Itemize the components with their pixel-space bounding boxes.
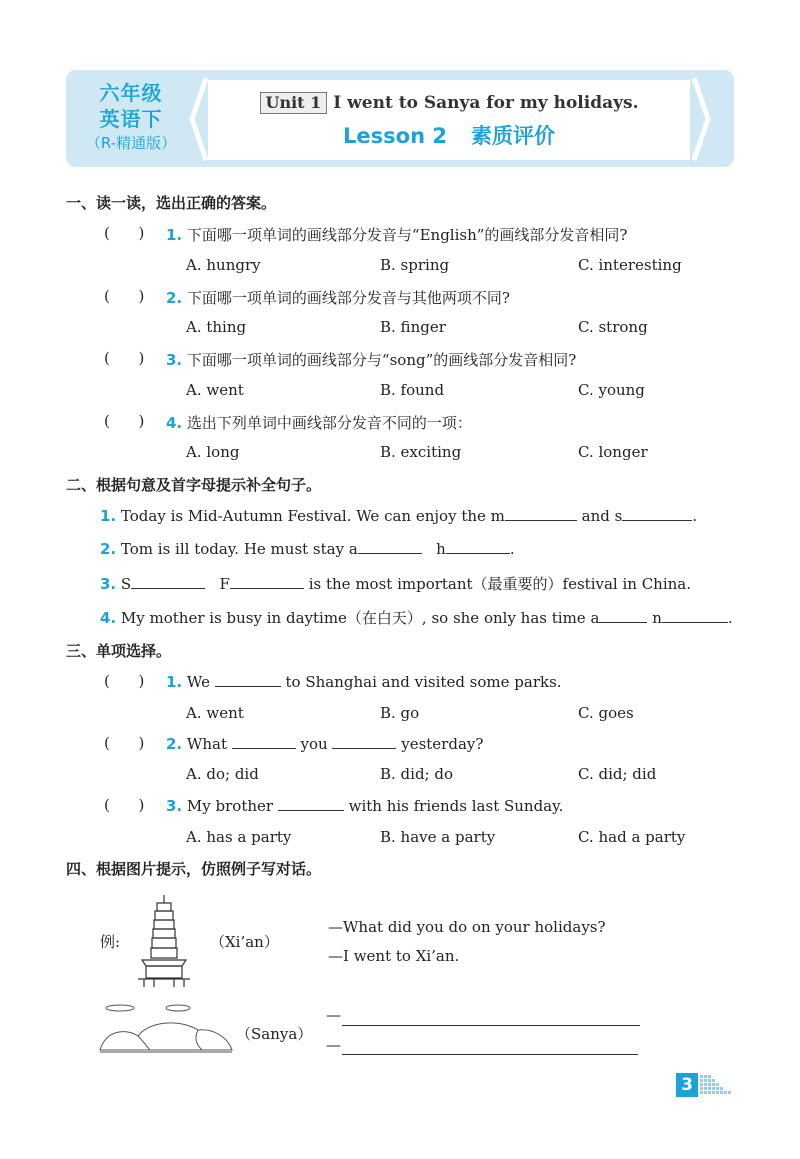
s1-q2-option-a[interactable]: A. thing: [186, 318, 247, 336]
answer-blank[interactable]: [446, 539, 510, 554]
s1-q2-option-c[interactable]: C. strong: [578, 318, 648, 336]
unit-title: [208, 92, 690, 114]
rocks-icon: [98, 1000, 234, 1056]
q-number: 3.: [166, 797, 183, 815]
q-text: What: [186, 735, 232, 753]
answer-blank[interactable]: [278, 796, 344, 811]
s1-q2-option-b[interactable]: B. finger: [380, 318, 446, 336]
example-answer: —I went to Xi’an.: [328, 947, 460, 965]
q-number: 3.: [166, 351, 183, 369]
answer-blank[interactable]: [505, 506, 577, 521]
grade-line1: 六年级: [99, 81, 163, 105]
sentence-part: and: [576, 507, 615, 525]
s3-q2-option-b[interactable]: B. did; do: [380, 765, 454, 783]
q-text: with his friends last Sunday.: [343, 797, 564, 815]
s3-q3-option-b[interactable]: B. have a party: [380, 828, 496, 846]
sentence-part: .: [727, 609, 733, 627]
hint-letter: n: [652, 609, 662, 627]
answer-paren[interactable]: ( ): [104, 672, 145, 690]
answer-line-1[interactable]: [342, 1025, 640, 1026]
s3-q3-option-c[interactable]: C. had a party: [578, 828, 686, 846]
grade-line2: 英语下: [99, 107, 163, 131]
q-number: 2.: [100, 540, 117, 558]
hint-letter: a: [590, 609, 600, 627]
s1-q3-option-a[interactable]: A. went: [186, 381, 244, 399]
q-text: 下面哪一项单词的画线部分发音与其他两项不同?: [186, 289, 510, 307]
answer-blank[interactable]: [622, 506, 692, 521]
example-question: —What did you do on your holidays?: [328, 918, 606, 936]
q-number: 2.: [166, 289, 183, 307]
s1-q3-option-b[interactable]: B. found: [380, 381, 445, 399]
answer-blank[interactable]: [358, 539, 422, 554]
grade-label: [76, 80, 186, 154]
section3-title: 三、单项选择。: [66, 642, 172, 660]
s1-q3: [166, 349, 576, 370]
answer-blank[interactable]: [332, 734, 396, 749]
unit-title-text: I went to Sanya for my holidays.: [333, 93, 639, 113]
s1-q1-option-b[interactable]: B. spring: [380, 256, 450, 274]
s3-q2: [166, 734, 483, 753]
example-label: 例:: [100, 933, 121, 951]
sentence-part: Tom is ill today. He must stay: [120, 540, 349, 558]
q-number: 4.: [166, 414, 183, 432]
chevron-left-icon: [188, 74, 210, 164]
s3-q2-option-c[interactable]: C. did; did: [578, 765, 657, 783]
sentence-part: is the most important（最重要的）festival in China.: [303, 575, 692, 593]
answer-paren[interactable]: ( ): [104, 224, 145, 242]
q-number: 1.: [100, 507, 117, 525]
answer-blank[interactable]: [599, 608, 647, 623]
answer-paren[interactable]: ( ): [104, 349, 145, 367]
s3-q1-option-b[interactable]: B. go: [380, 704, 420, 722]
pagoda-icon: [136, 893, 192, 991]
s3-q1-option-c[interactable]: C. goes: [578, 704, 634, 722]
s3-q1-option-a[interactable]: A. went: [186, 704, 244, 722]
answer-line-2[interactable]: [342, 1054, 638, 1055]
answer-paren[interactable]: ( ): [104, 734, 145, 752]
q-number: 3.: [100, 575, 117, 593]
s1-q1-option-a[interactable]: A. hungry: [186, 256, 261, 274]
answer-paren[interactable]: ( ): [104, 412, 145, 430]
answer-blank[interactable]: [230, 574, 304, 589]
s2-item1: [100, 506, 697, 525]
chevron-right-icon: [690, 74, 712, 164]
hint-letter: s: [614, 507, 623, 525]
example-place: （Xi’an）: [210, 933, 279, 951]
sentence-part: My mother is busy in daytime（在白天）, so she only has time: [120, 609, 591, 627]
unit-badge: Unit 1: [260, 92, 328, 114]
page-deco-icon: [700, 1075, 736, 1097]
s3-q3-option-a[interactable]: A. has a party: [186, 828, 292, 846]
hint-letter: h: [436, 540, 446, 558]
sentence-part: .: [692, 507, 698, 525]
s1-q1-option-c[interactable]: C. interesting: [578, 256, 682, 274]
hint-letter: S: [120, 575, 132, 593]
answer-paren[interactable]: ( ): [104, 287, 145, 305]
q-text: We: [186, 673, 215, 691]
s1-q4-option-b[interactable]: B. exciting: [380, 443, 462, 461]
q-number: 1.: [166, 226, 183, 244]
s1-q4: [166, 412, 472, 433]
hint-letter: F: [219, 575, 230, 593]
q-number: 4.: [100, 609, 117, 627]
s1-q2: [166, 287, 510, 308]
q-text: you: [295, 735, 333, 753]
hint-letter: a: [348, 540, 358, 558]
s2-item2: [100, 539, 515, 558]
answer-paren[interactable]: ( ): [104, 796, 145, 814]
sentence-part: [205, 575, 210, 593]
section4-title: 四、根据图片提示，仿照例子写对话。: [66, 860, 322, 878]
hint-letter: m: [490, 507, 505, 525]
page-number: 3: [676, 1073, 698, 1097]
sentence-part: [422, 540, 427, 558]
s1-q1: [166, 224, 627, 245]
dash: —: [326, 1006, 341, 1024]
s3-q3: [166, 796, 563, 815]
s3-q1: [166, 672, 562, 691]
lesson-title: [208, 120, 690, 150]
answer-blank[interactable]: [131, 574, 205, 589]
dash: —: [326, 1036, 341, 1054]
answer-blank[interactable]: [232, 734, 296, 749]
q-number: 2.: [166, 735, 183, 753]
q-text: to Shanghai and visited some parks.: [280, 673, 562, 691]
task-place: （Sanya）: [236, 1025, 313, 1043]
q-text: 下面哪一项单词的画线部分与“song”的画线部分发音相同?: [186, 351, 577, 369]
lesson-number: Lesson 2: [343, 124, 447, 148]
s3-q2-option-a[interactable]: A. do; did: [186, 765, 259, 783]
s1-q4-option-a[interactable]: A. long: [186, 443, 240, 461]
s1-q4-option-c[interactable]: C. longer: [578, 443, 648, 461]
lesson-subtitle: 素质评价: [470, 124, 555, 148]
s2-item3: [100, 573, 691, 594]
q-text: 下面哪一项单词的画线部分发音与“English”的画线部分发音相同?: [186, 226, 628, 244]
s2-item4: [100, 607, 733, 628]
q-text: My brother: [186, 797, 278, 815]
sentence-part: Today is Mid-Autumn Festival. We can enjoy the: [120, 507, 491, 525]
answer-blank[interactable]: [662, 608, 728, 623]
s1-q3-option-c[interactable]: C. young: [578, 381, 645, 399]
q-text: 选出下列单词中画线部分发音不同的一项：: [186, 414, 472, 432]
answer-blank[interactable]: [215, 672, 281, 687]
section2-title: 二、根据句意及首字母提示补全句子。: [66, 476, 322, 494]
sentence-part: .: [509, 540, 515, 558]
q-text: yesterday?: [396, 735, 484, 753]
q-number: 1.: [166, 673, 183, 691]
grade-line3: （R-精通版）: [85, 134, 177, 152]
section1-title: 一、读一读，选出正确的答案。: [66, 194, 277, 212]
